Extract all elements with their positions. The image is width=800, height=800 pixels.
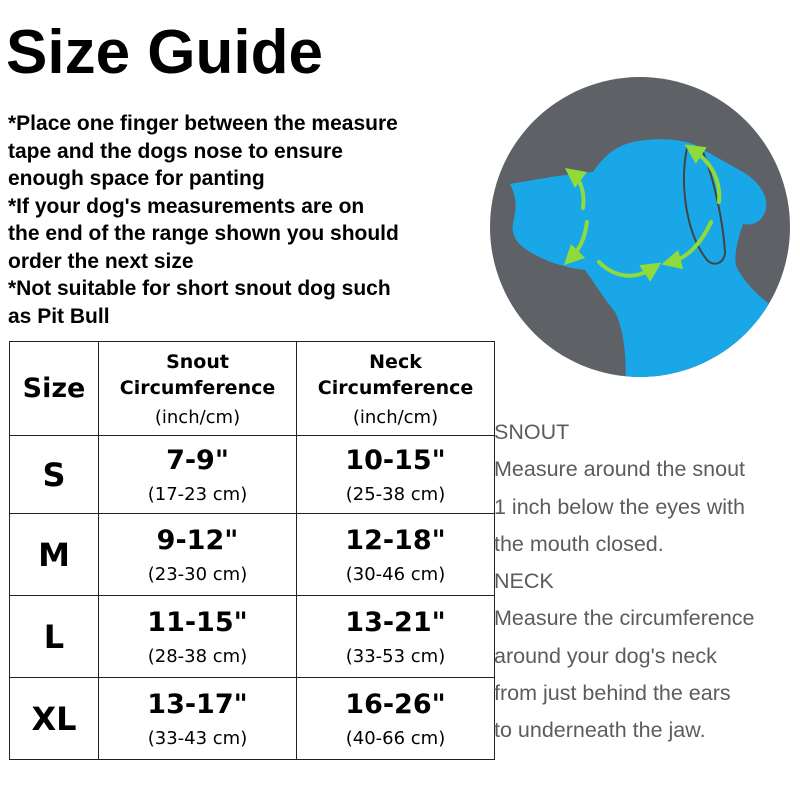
- note-line: *Place one finger between the measure: [8, 112, 398, 135]
- snout-cm: (28-38 cm): [147, 646, 248, 667]
- snout-inch: 9-12": [156, 525, 239, 556]
- neck-cm: (30-46 cm): [345, 564, 446, 585]
- table-row: [10, 514, 495, 596]
- row-size: XL: [31, 699, 77, 738]
- note-line: as Pit Bull: [8, 304, 110, 328]
- snout-cm: (33-43 cm): [147, 728, 248, 749]
- header-neck-title: Circumference: [317, 377, 474, 399]
- row-size: S: [42, 455, 66, 494]
- note-line: the end of the range shown you should: [8, 222, 399, 245]
- size-table: [9, 341, 495, 760]
- instruction-line: around your dog's neck: [494, 643, 717, 668]
- header-size-cell: [10, 342, 99, 436]
- instruction-line: to underneath the jaw.: [494, 718, 706, 743]
- header-snout-title: Snout: [166, 351, 229, 373]
- neck-cm: (40-66 cm): [345, 728, 446, 749]
- row-size: L: [43, 617, 65, 656]
- instruction-line: Measure around the snout: [494, 457, 745, 482]
- note-line: order the next size: [8, 249, 194, 273]
- table-row: [10, 436, 495, 514]
- instruction-line: from just behind the ears: [494, 681, 731, 706]
- neck-inch: 10-15": [345, 445, 446, 476]
- header-size: Size: [22, 373, 86, 404]
- neck-inch: 13-21": [345, 607, 446, 638]
- snout-cm: (23-30 cm): [147, 564, 248, 585]
- table-row: [10, 678, 495, 760]
- instruction-line: Measure the circumference: [494, 606, 755, 631]
- header-neck-title: Neck: [369, 351, 422, 373]
- page-title: Size Guide: [6, 18, 323, 87]
- snout-heading: SNOUT: [494, 420, 570, 444]
- table-row: [10, 596, 495, 678]
- header-neck-unit: (inch/cm): [352, 407, 439, 428]
- row-size: M: [38, 535, 70, 574]
- neck-cm: (25-38 cm): [345, 484, 446, 505]
- size-notes: [8, 110, 478, 330]
- header-snout-unit: (inch/cm): [154, 407, 241, 428]
- snout-inch: 13-17": [147, 689, 248, 720]
- neck-inch: 12-18": [345, 525, 446, 556]
- neck-cm: (33-53 cm): [345, 646, 446, 667]
- instruction-line: the mouth closed.: [494, 531, 664, 556]
- note-line: tape and the dogs nose to ensure: [8, 139, 343, 163]
- header-snout-title: Circumference: [119, 377, 276, 399]
- header-neck-cell: [297, 342, 495, 436]
- note-line: enough space for panting: [8, 167, 265, 190]
- table-header-row: [10, 342, 495, 436]
- snout-inch: 7-9": [166, 445, 229, 476]
- dog-head-measurement-icon: [475, 62, 800, 392]
- note-line: *If your dog's measurements are on: [8, 194, 365, 218]
- measurement-instructions: [494, 414, 800, 750]
- neck-inch: 16-26": [345, 689, 446, 720]
- neck-heading: NECK: [494, 569, 554, 594]
- snout-cm: (17-23 cm): [147, 484, 248, 505]
- header-snout-cell: [99, 342, 297, 436]
- note-line: *Not suitable for short snout dog such: [8, 277, 391, 300]
- instruction-line: 1 inch below the eyes with: [494, 494, 745, 519]
- snout-inch: 11-15": [147, 607, 248, 638]
